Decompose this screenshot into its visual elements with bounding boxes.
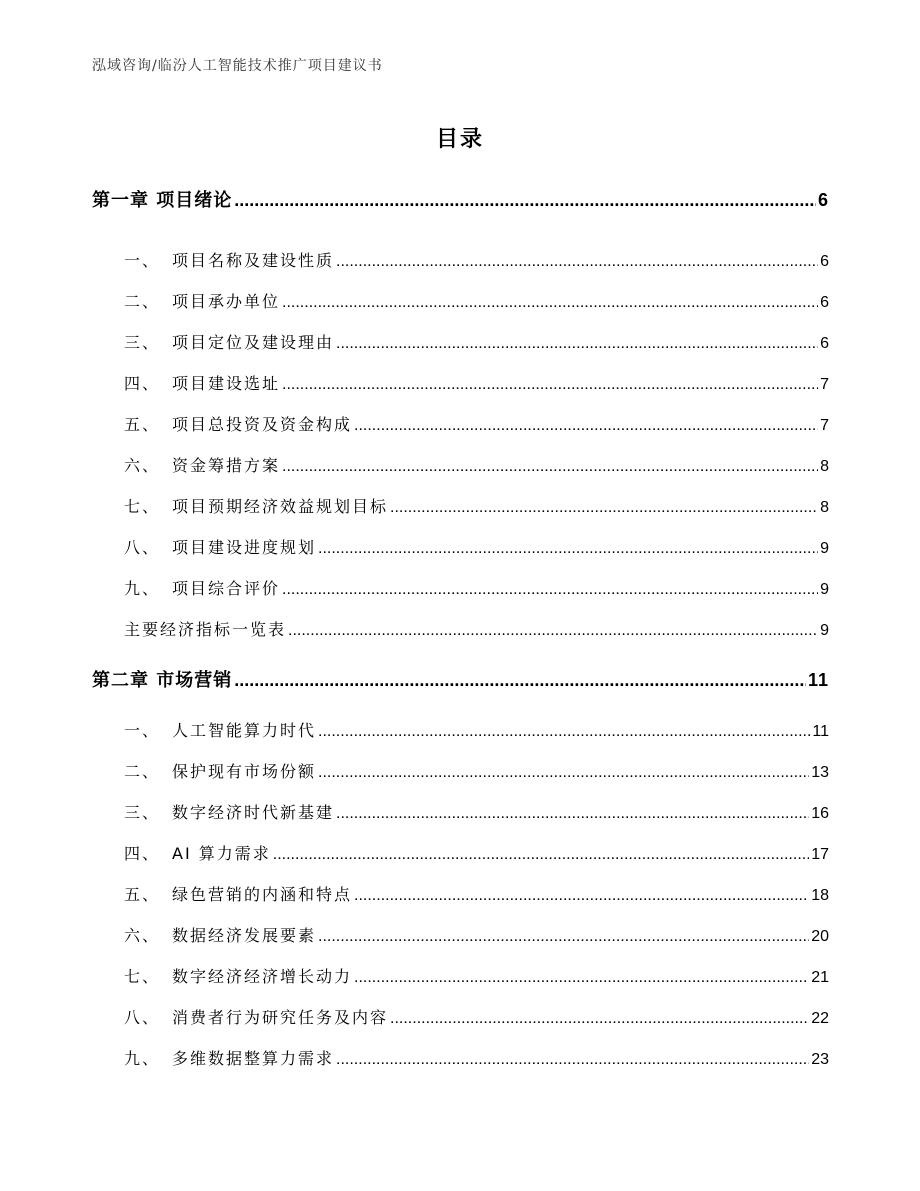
toc-entry[interactable]: [92, 718, 829, 741]
toc-label: 第二章 市场营销: [92, 670, 233, 691]
toc-number: 四、: [124, 374, 161, 393]
toc-leader-dots: [318, 928, 809, 946]
toc-leader-dots: [234, 670, 806, 691]
toc-leader-dots: [336, 253, 818, 271]
toc-title: 主要经济指标一览表: [124, 620, 287, 639]
toc-entry[interactable]: [92, 1005, 829, 1028]
toc-leader-dots: [336, 805, 809, 823]
toc-title: 项目建设进度规划: [172, 538, 317, 557]
toc-number: 二、: [124, 292, 161, 311]
toc-page-number: 18: [811, 887, 829, 904]
toc-number: 一、: [124, 721, 161, 740]
toc-label: [92, 576, 280, 599]
toc-number: 三、: [124, 333, 161, 352]
toc-number: 八、: [124, 538, 161, 557]
toc-leader-dots: [282, 294, 818, 312]
toc-page-number: 17: [811, 846, 829, 863]
toc-number: 九、: [124, 1049, 161, 1068]
toc-leader-dots: [282, 458, 818, 476]
toc-leader-dots: [336, 1051, 809, 1069]
toc-page-number: 9: [820, 581, 829, 598]
toc-label: [92, 1046, 334, 1069]
toc-title: 项目总投资及资金构成: [172, 415, 353, 434]
toc-label: [92, 882, 352, 905]
toc-page-number: 7: [820, 417, 829, 434]
toc-label: [92, 289, 280, 312]
toc-number: 二、: [124, 762, 161, 781]
page-title: 目录: [435, 127, 484, 152]
toc-title: AI 算力需求: [172, 844, 271, 863]
toc-title: 消费者行为研究任务及内容: [172, 1008, 389, 1027]
toc-entry[interactable]: [92, 882, 829, 905]
toc-chapter-2[interactable]: [92, 666, 829, 692]
toc-leader-dots: [390, 499, 818, 517]
toc-entry[interactable]: [92, 248, 829, 271]
toc-entry[interactable]: [92, 759, 829, 782]
toc-title: 多维数据整算力需求: [172, 1049, 335, 1068]
toc-page-number: 11: [812, 723, 829, 740]
toc-label: [92, 412, 352, 435]
toc-label: [92, 535, 316, 558]
toc-entry[interactable]: [92, 535, 829, 558]
toc-leader-dots: [318, 540, 818, 558]
toc-number: 五、: [124, 415, 161, 434]
toc-title: 数字经济时代新基建: [172, 803, 335, 822]
toc-label: [92, 371, 280, 394]
toc-entry[interactable]: [92, 453, 829, 476]
toc-number: 四、: [124, 844, 161, 863]
toc-page-number: 6: [820, 335, 829, 352]
toc-entry[interactable]: [92, 330, 829, 353]
toc-title: 人工智能算力时代: [172, 721, 317, 740]
toc-entry[interactable]: [92, 576, 829, 599]
toc-title: 资金筹措方案: [172, 456, 281, 475]
running-header: 泓域咨询/临汾人工智能技术推广项目建议书: [92, 58, 383, 74]
toc-label: [92, 923, 316, 946]
toc-title: 数字经济经济增长动力: [172, 967, 353, 986]
toc-leader-dots: [354, 887, 809, 905]
toc-number: 一、: [124, 251, 161, 270]
toc-page-number: 6: [820, 294, 829, 311]
toc-entry[interactable]: [92, 964, 829, 987]
toc-chapter-1[interactable]: [92, 186, 829, 212]
toc-label: [92, 718, 316, 741]
toc-page-number: 9: [820, 622, 829, 639]
toc-title: 绿色营销的内涵和特点: [172, 885, 353, 904]
toc-title: 项目综合评价: [172, 579, 281, 598]
toc-entry[interactable]: [92, 371, 829, 394]
toc-number: 七、: [124, 967, 161, 986]
toc-page-number: 6: [820, 253, 829, 270]
toc-number: 三、: [124, 803, 161, 822]
toc-label: [92, 617, 286, 640]
toc-leader-dots: [318, 723, 810, 741]
toc-page-number: 11: [807, 670, 829, 690]
toc-number: 六、: [124, 926, 161, 945]
toc-label: [92, 1005, 388, 1028]
toc-label: [92, 453, 280, 476]
toc-page-number: 8: [820, 458, 829, 475]
toc-title: 项目承办单位: [172, 292, 281, 311]
toc-entry[interactable]: [92, 841, 829, 864]
toc-page-number: 6: [817, 190, 829, 210]
toc-title: 项目建设选址: [172, 374, 281, 393]
toc-leader-dots: [288, 622, 818, 640]
toc-leader-dots: [390, 1010, 809, 1028]
toc-entry[interactable]: [92, 494, 829, 517]
toc-number: 六、: [124, 456, 161, 475]
toc-page-number: 22: [811, 1010, 829, 1027]
toc-entry[interactable]: [92, 617, 829, 640]
toc-label: [92, 248, 334, 271]
toc-title: 数据经济发展要素: [172, 926, 317, 945]
toc-page-number: 8: [820, 499, 829, 516]
toc-title: 保护现有市场份额: [172, 762, 317, 781]
toc-entry[interactable]: [92, 412, 829, 435]
toc-leader-dots: [282, 581, 818, 599]
toc-page-number: 16: [811, 805, 829, 822]
toc-entry[interactable]: [92, 289, 829, 312]
toc-label: [92, 800, 334, 823]
toc-number: 九、: [124, 579, 161, 598]
toc-number: 七、: [124, 497, 161, 516]
toc-page-number: 23: [811, 1051, 829, 1068]
toc-label: [92, 759, 316, 782]
toc-label: [92, 494, 388, 517]
toc-title: 项目预期经济效益规划目标: [172, 497, 389, 516]
toc-label: 第一章 项目绪论: [92, 190, 233, 211]
toc-title: 项目名称及建设性质: [172, 251, 335, 270]
toc-number: 五、: [124, 885, 161, 904]
toc-leader-dots: [354, 969, 809, 987]
toc-page-number: 9: [820, 540, 829, 557]
toc-entry[interactable]: [92, 800, 829, 823]
toc-label: [92, 841, 271, 864]
toc-leader-dots: [234, 190, 816, 211]
toc-title: 项目定位及建设理由: [172, 333, 335, 352]
toc-leader-dots: [282, 376, 818, 394]
toc-page-number: 21: [811, 969, 829, 986]
toc-label: [92, 330, 334, 353]
toc-page-number: 7: [820, 376, 829, 393]
toc-leader-dots: [318, 764, 809, 782]
toc-page-number: 20: [811, 928, 829, 945]
toc-entry[interactable]: [92, 923, 829, 946]
toc-entry[interactable]: [92, 1046, 829, 1069]
toc-page-number: 13: [811, 764, 829, 781]
toc-leader-dots: [336, 335, 818, 353]
toc-number: 八、: [124, 1008, 161, 1027]
toc-leader-dots: [354, 417, 818, 435]
toc-label: [92, 964, 352, 987]
toc-leader-dots: [273, 846, 809, 864]
